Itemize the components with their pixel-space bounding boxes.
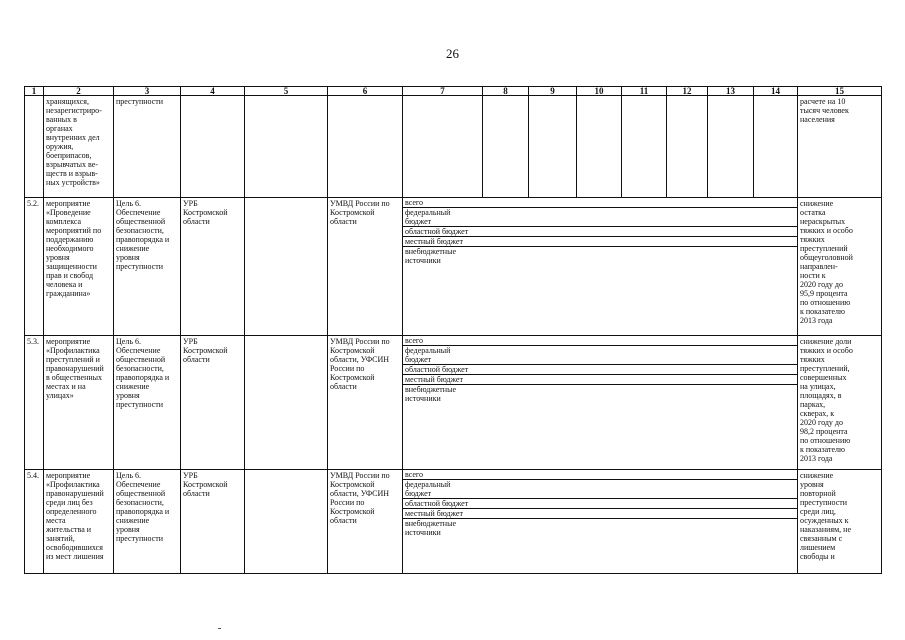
funding-row bbox=[403, 247, 797, 266]
funding-block bbox=[403, 470, 798, 574]
funding-source: местный бюджет bbox=[403, 375, 483, 385]
table-row bbox=[25, 470, 882, 574]
funding-table bbox=[403, 336, 797, 403]
header-cell: 10 bbox=[577, 87, 622, 96]
funding-row bbox=[403, 336, 797, 346]
funding-source: федеральный бюджет bbox=[403, 480, 483, 499]
table-row-continuation bbox=[25, 96, 882, 198]
funding-source: областной бюджет bbox=[403, 499, 483, 509]
table-row bbox=[25, 336, 882, 470]
funding-row bbox=[403, 346, 797, 365]
row-number: 5.3. bbox=[25, 336, 44, 470]
funding-source: областной бюджет bbox=[403, 365, 483, 375]
header-cell: 6 bbox=[328, 87, 403, 96]
measure-cell: хранящихся, незарегистриро- ванных в органах внутренних дел оружия, боеприпасов, взрывчатых ве- ществ и взрыв- ных устройств» bbox=[44, 96, 114, 198]
funding-row bbox=[403, 365, 797, 375]
indicator-cell: снижение доли тяжких и особо тяжких преступлений, совершенных на улицах, площадях, в парках, скверах, к 2020 году до 98,2 процента по отношению к показателю 2013 года bbox=[798, 336, 882, 470]
customer-cell: УРБ Костромской области bbox=[181, 470, 245, 574]
header-cell: 7 bbox=[403, 87, 483, 96]
header-cell: 2 bbox=[44, 87, 114, 96]
funding-row bbox=[403, 519, 797, 538]
funding-block bbox=[403, 336, 798, 470]
funding-table bbox=[403, 470, 797, 537]
funding-row bbox=[403, 237, 797, 247]
funding-source: местный бюджет bbox=[403, 237, 483, 247]
goal-cell: преступности bbox=[114, 96, 181, 198]
header-cell: 3 bbox=[114, 87, 181, 96]
funding-row bbox=[403, 470, 797, 480]
indicator-cell: расчете на 10 тысяч человек населения bbox=[798, 96, 882, 198]
funding-source: всего bbox=[403, 336, 483, 346]
indicator-cell: снижение остатка нераскрытых тяжких и особо тяжких преступлений общеуголовной направлен- ности к 2020 году до 95,9 процента по отношению к показателю 2013 года bbox=[798, 198, 882, 336]
funding-table bbox=[403, 198, 797, 265]
header-cell: 4 bbox=[181, 87, 245, 96]
customer-cell: УРБ Костромской области bbox=[181, 198, 245, 336]
executor-cell: УМВД России по Костромской области, УФСИН России по Костромской области bbox=[328, 470, 403, 574]
measure-cell: мероприятие «Профилактика правонарушений среди лиц без определенного места жительства и занятий, освободившихся из мест лишения bbox=[44, 470, 114, 574]
executor-cell: УМВД России по Костромской области bbox=[328, 198, 403, 336]
funding-row bbox=[403, 480, 797, 499]
customer-cell: УРБ Костромской области bbox=[181, 336, 245, 470]
goal-cell: Цель 6. Обеспечение общественной безопасности, правопорядка и снижение уровня преступности bbox=[114, 470, 181, 574]
table-row bbox=[25, 198, 882, 336]
header-cell: 9 bbox=[529, 87, 577, 96]
funding-source: внебюджетные источники bbox=[405, 519, 456, 537]
header-cell: 12 bbox=[667, 87, 708, 96]
header-cell: 14 bbox=[754, 87, 798, 96]
page-number: 26 bbox=[446, 46, 459, 61]
funding-source: областной бюджет bbox=[403, 227, 483, 237]
scan-speck bbox=[218, 628, 221, 629]
funding-row bbox=[403, 385, 797, 404]
funding-source: всего bbox=[403, 470, 483, 480]
header-cell: 15 bbox=[798, 87, 882, 96]
funding-row bbox=[403, 375, 797, 385]
header-cell: 5 bbox=[245, 87, 328, 96]
goal-cell: Цель 6. Обеспечение общественной безопасности, правопорядка и снижение уровня преступности bbox=[114, 198, 181, 336]
funding-row bbox=[403, 198, 797, 208]
funding-source: федеральный бюджет bbox=[403, 346, 483, 365]
goal-cell: Цель 6. Обеспечение общественной безопасности, правопорядка и снижение уровня преступности bbox=[114, 336, 181, 470]
funding-row bbox=[403, 227, 797, 237]
funding-row bbox=[403, 509, 797, 519]
header-row bbox=[25, 87, 882, 96]
measure-cell: мероприятие «Проведение комплекса мероприятий по поддержанию необходимого уровня защищенности прав и свобод человека и гражданина» bbox=[44, 198, 114, 336]
header-cell: 11 bbox=[622, 87, 667, 96]
measure-cell: мероприятие «Профилактика преступлений и правонарушений в общественных местах и на улицах» bbox=[44, 336, 114, 470]
funding-source: внебюджетные источники bbox=[405, 247, 456, 265]
indicator-cell: снижение уровня повторной преступности среди лиц, осужденных к наказаниям, не связанным с лишением свободы и bbox=[798, 470, 882, 574]
funding-source: федеральный бюджет bbox=[403, 208, 483, 227]
funding-row bbox=[403, 499, 797, 509]
funding-source: всего bbox=[403, 198, 483, 208]
program-table bbox=[24, 86, 882, 574]
row-number: 5.2. bbox=[25, 198, 44, 336]
funding-row bbox=[403, 208, 797, 227]
header-cell: 8 bbox=[483, 87, 529, 96]
funding-source: внебюджетные источники bbox=[405, 385, 456, 403]
header-cell: 1 bbox=[25, 87, 44, 96]
executor-cell: УМВД России по Костромской области, УФСИН России по Костромской области bbox=[328, 336, 403, 470]
funding-source: местный бюджет bbox=[403, 509, 483, 519]
row-number: 5.4. bbox=[25, 470, 44, 574]
header-cell: 13 bbox=[708, 87, 754, 96]
funding-block bbox=[403, 198, 798, 336]
